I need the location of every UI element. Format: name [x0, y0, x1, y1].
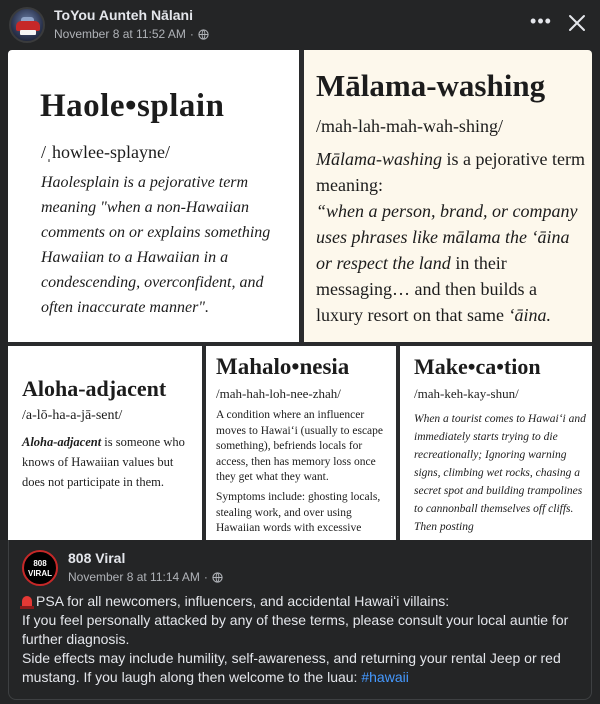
- card-quote-end: ʻāina.: [508, 305, 551, 325]
- card-title: Mālama-washing: [316, 68, 546, 103]
- hashtag-link[interactable]: #hawaii: [361, 669, 409, 685]
- card-malama-washing: [304, 50, 592, 342]
- meta-separator: ·: [189, 27, 194, 41]
- author-avatar[interactable]: [9, 7, 45, 43]
- psa-text: PSA for all newcomers, influencers, and accidental Hawaiʻi villains:: [36, 593, 450, 609]
- globe-icon: [212, 572, 223, 583]
- card-def-lead: is a pejorative term meaning:: [316, 149, 585, 195]
- card-title: Make•ca•tion: [414, 354, 541, 379]
- card-quote-mid: in their messaging… and then builds a luxury resort on that same: [316, 253, 537, 325]
- card-title: Aloha-adjacent: [22, 376, 167, 401]
- shared-post-timestamp[interactable]: November 8 at 11:14 AM: [68, 570, 200, 584]
- post-timestamp[interactable]: November 8 at 11:52 AM: [54, 27, 186, 41]
- card-title: Haole•splain: [40, 88, 225, 124]
- card-makecation: [400, 346, 592, 540]
- card-term: Mālama-washing: [316, 149, 442, 169]
- card-definition: When a tourist comes to Hawaiʻi and immediately starts trying to die recreationally; Ignoring warning signs, climbing wet rocks, chasing a secret spot and building trampolines to cannonball themselves off cliffs. Then posting: [414, 413, 586, 533]
- card-pronunciation: /mah-hah-loh-nee-zhah/: [216, 386, 341, 401]
- card-title: Mahalo•nesia: [216, 354, 350, 379]
- more-options-button[interactable]: •••: [530, 11, 552, 31]
- avatar-license-plate: [20, 30, 36, 35]
- siren-icon: [22, 596, 32, 607]
- card-definition: [316, 146, 586, 328]
- body-line-1: If you feel personally attacked by any of these terms, please consult your local auntie for further diagnosis.: [22, 612, 569, 647]
- card-def-body: is someone who knows of Hawaiian values but does not participate in them.: [22, 435, 185, 489]
- card-haolesplain: [8, 50, 299, 342]
- card-term: Aloha-adjacent: [22, 435, 102, 449]
- body-line-2: [22, 649, 582, 687]
- card-mahalonesia: [206, 346, 396, 540]
- close-icon[interactable]: [566, 12, 588, 34]
- card-quote-italic: “when a person, brand, or company uses phrases like mālama the ʻāina or respect the land: [316, 201, 578, 273]
- post-meta: [54, 27, 209, 41]
- post-image[interactable]: [8, 50, 592, 540]
- shared-author-name[interactable]: 808 Viral: [68, 550, 126, 566]
- body-line-2-text: Side effects may include humility, self-awareness, and returning your rental Jeep or red mustang. If you laugh along then welcome to the luau:: [22, 650, 561, 685]
- card-pronunciation: /mah-keh-kay-shun/: [414, 386, 519, 401]
- meta-separator: ·: [203, 570, 208, 584]
- shared-post-meta: [68, 570, 223, 584]
- card-definition: Haolesplain is a pejorative term meaning "when a non-Hawaiian comments on or explains something Hawaiian to a Hawaiian in a condescending, overconfident, and often inaccurate manner".: [41, 174, 271, 316]
- card-pronunciation: /a-lō-ha-a-jā-sent/: [22, 408, 123, 423]
- card-definition: [22, 432, 192, 492]
- shared-post[interactable]: [8, 540, 592, 700]
- card-aloha-adjacent: [8, 346, 202, 540]
- card-pronunciation: /ˌhowlee-splayne/: [41, 142, 170, 162]
- shared-post-text: [22, 592, 582, 687]
- author-name[interactable]: ToYou Aunteh Nālani: [54, 7, 193, 23]
- card-symptoms: Symptoms include: ghosting locals, stealing work, and over using Hawaiian words with excessive: [216, 491, 381, 534]
- globe-icon: [198, 29, 209, 40]
- psa-line: [22, 592, 582, 611]
- card-definition: A condition where an influencer moves to Hawaiʻi (usually to escape something), befriends locals for access, then has memory loss once they get what they want.: [216, 409, 384, 483]
- post-header: [0, 0, 600, 50]
- shared-author-avatar[interactable]: 808 VIRAL: [22, 550, 58, 586]
- card-pronunciation: /mah-lah-mah-wah-shing/: [316, 116, 503, 136]
